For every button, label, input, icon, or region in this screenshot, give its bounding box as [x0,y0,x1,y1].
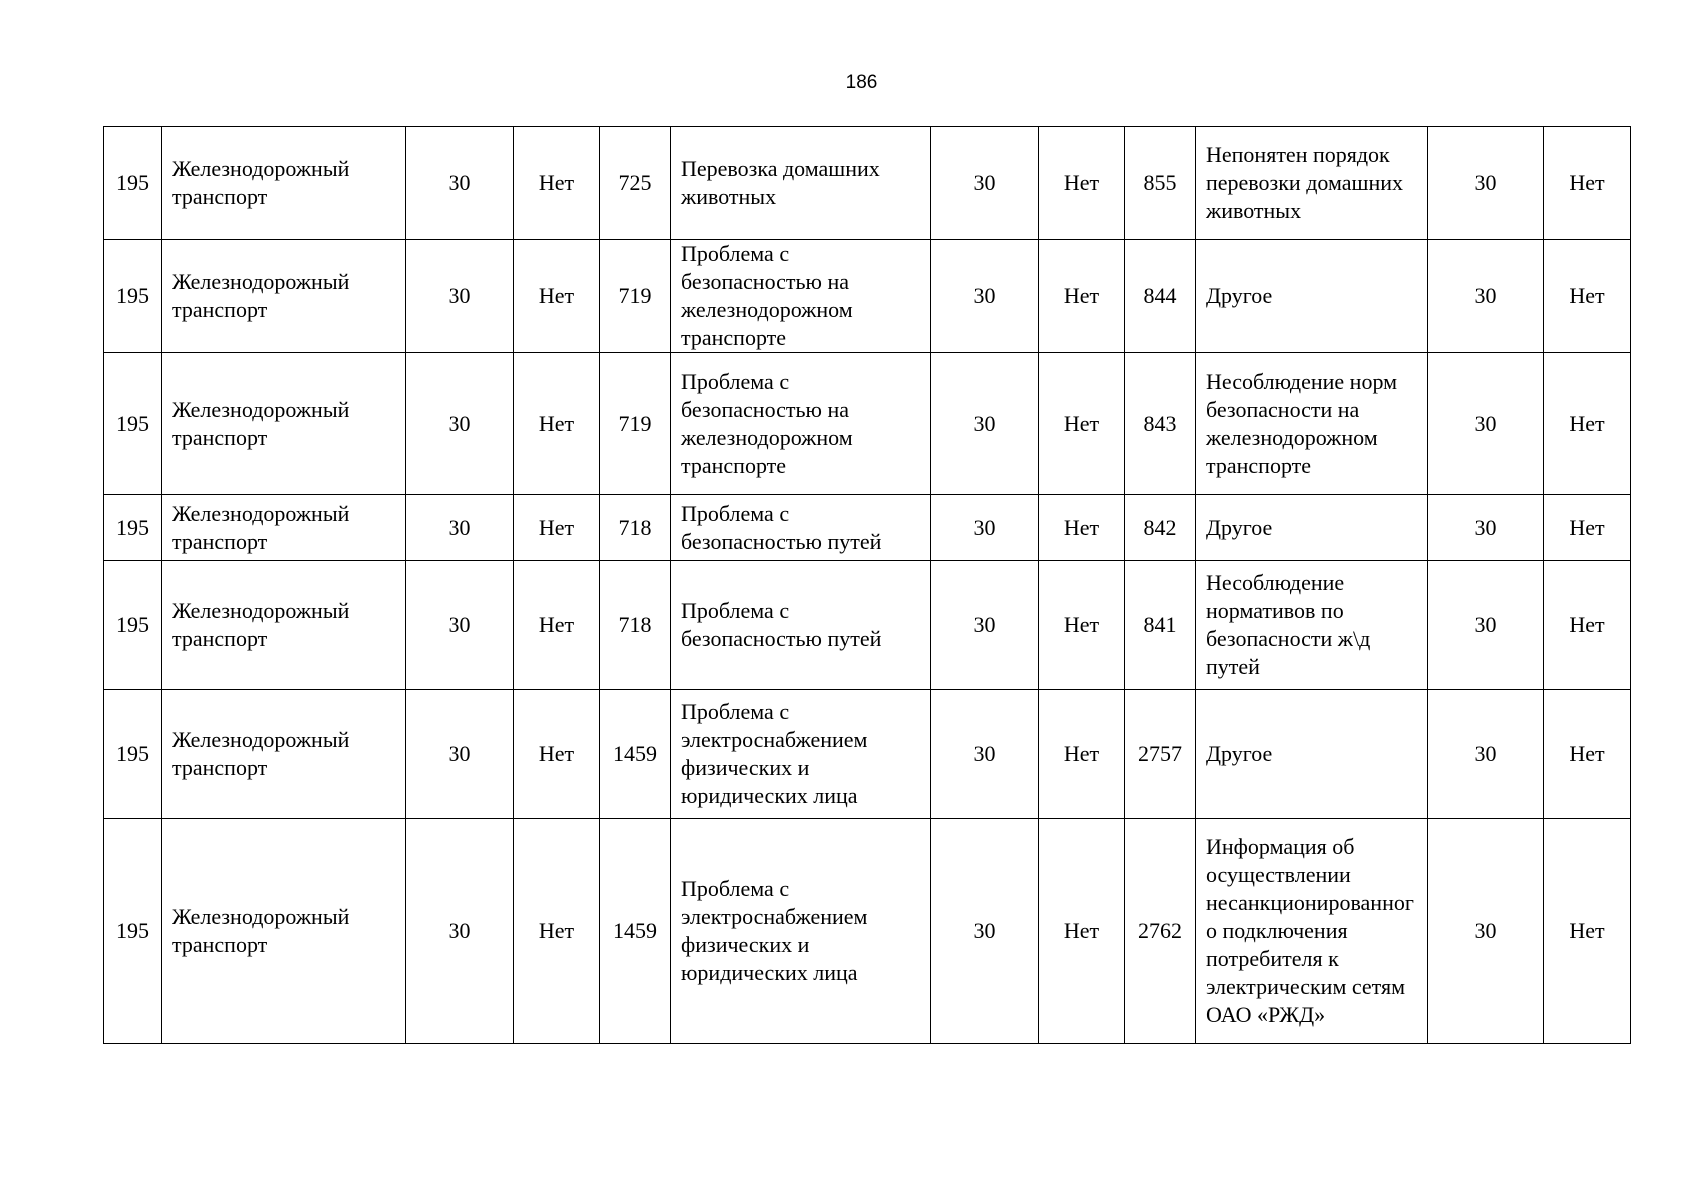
cell-days: 30 [406,690,514,819]
cell-topic-flag: Нет [1039,240,1125,353]
cell-topic-flag: Нет [1039,561,1125,690]
cell-topic-code: 1459 [600,690,671,819]
cell-flag: Нет [514,819,600,1044]
table-row [104,353,1631,495]
cell-subtopic-flag: Нет [1544,495,1631,561]
cell-days: 30 [406,353,514,495]
cell-subtopic-flag: Нет [1544,561,1631,690]
cell-topic-days: 30 [931,495,1039,561]
cell-topic: Проблема с электроснабжением физических и юридических лица [671,690,931,819]
cell-id: 195 [104,690,162,819]
cell-subtopic-days: 30 [1428,353,1544,495]
cell-topic: Проблема с безопасностью путей [671,561,931,690]
cell-subtopic-code: 843 [1125,353,1196,495]
cell-topic-days: 30 [931,690,1039,819]
cell-id: 195 [104,353,162,495]
cell-id: 195 [104,127,162,240]
cell-topic-days: 30 [931,127,1039,240]
cell-subtopic-flag: Нет [1544,819,1631,1044]
cell-subtopic: Несоблюдение нормативов по безопасности ж\д путей [1196,561,1428,690]
cell-subtopic: Другое [1196,690,1428,819]
cell-topic-code: 719 [600,240,671,353]
table-row [104,495,1631,561]
cell-topic-flag: Нет [1039,495,1125,561]
cell-subtopic-code: 841 [1125,561,1196,690]
cell-category: Железнодорожный транспорт [162,353,406,495]
cell-subtopic-flag: Нет [1544,690,1631,819]
cell-category: Железнодорожный транспорт [162,127,406,240]
cell-topic-flag: Нет [1039,127,1125,240]
cell-topic-days: 30 [931,353,1039,495]
cell-subtopic-code: 2757 [1125,690,1196,819]
cell-subtopic-days: 30 [1428,561,1544,690]
cell-flag: Нет [514,127,600,240]
data-table [103,126,1631,1044]
cell-flag: Нет [514,353,600,495]
cell-id: 195 [104,819,162,1044]
cell-id: 195 [104,561,162,690]
cell-subtopic: Другое [1196,495,1428,561]
table-row [104,561,1631,690]
cell-topic-code: 718 [600,561,671,690]
cell-subtopic-code: 855 [1125,127,1196,240]
cell-subtopic-days: 30 [1428,690,1544,819]
cell-topic-code: 725 [600,127,671,240]
table-row [104,240,1631,353]
cell-category: Железнодорожный транспорт [162,240,406,353]
cell-subtopic-flag: Нет [1544,353,1631,495]
cell-category: Железнодорожный транспорт [162,561,406,690]
page-number: 186 [845,72,878,93]
cell-subtopic-flag: Нет [1544,240,1631,353]
cell-days: 30 [406,240,514,353]
cell-subtopic: Несоблюдение норм безопасности на железнодорожном транспорте [1196,353,1428,495]
cell-subtopic-days: 30 [1428,240,1544,353]
cell-topic: Проблема с электроснабжением физических и юридических лица [671,819,931,1044]
cell-subtopic-days: 30 [1428,127,1544,240]
cell-topic-days: 30 [931,819,1039,1044]
cell-topic-code: 718 [600,495,671,561]
cell-category: Железнодорожный транспорт [162,495,406,561]
cell-subtopic-days: 30 [1428,819,1544,1044]
cell-topic-flag: Нет [1039,819,1125,1044]
cell-category: Железнодорожный транспорт [162,819,406,1044]
cell-days: 30 [406,561,514,690]
table-row [104,690,1631,819]
cell-flag: Нет [514,240,600,353]
table-row [104,127,1631,240]
cell-subtopic-code: 842 [1125,495,1196,561]
cell-flag: Нет [514,561,600,690]
cell-flag: Нет [514,495,600,561]
cell-topic-days: 30 [931,240,1039,353]
cell-subtopic-code: 2762 [1125,819,1196,1044]
cell-topic-flag: Нет [1039,690,1125,819]
cell-topic-code: 1459 [600,819,671,1044]
cell-topic-days: 30 [931,561,1039,690]
cell-subtopic-days: 30 [1428,495,1544,561]
table-row [104,819,1631,1044]
cell-subtopic-flag: Нет [1544,127,1631,240]
cell-topic: Проблема с безопасностью путей [671,495,931,561]
cell-subtopic-code: 844 [1125,240,1196,353]
cell-id: 195 [104,240,162,353]
table-body [104,127,1631,1044]
cell-subtopic: Другое [1196,240,1428,353]
cell-topic: Проблема с безопасностью на железнодорожном транспорте [671,240,931,353]
cell-subtopic: Непонятен порядок перевозки домашних животных [1196,127,1428,240]
cell-category: Железнодорожный транспорт [162,690,406,819]
cell-topic-code: 719 [600,353,671,495]
cell-topic-flag: Нет [1039,353,1125,495]
cell-days: 30 [406,495,514,561]
cell-topic: Проблема с безопасностью на железнодорожном транспорте [671,353,931,495]
cell-topic: Перевозка домашних животных [671,127,931,240]
cell-subtopic: Информация об осуществлении несанкционированного подключения потребителя к электрическим сетям ОАО «РЖД» [1196,819,1428,1044]
cell-flag: Нет [514,690,600,819]
cell-days: 30 [406,819,514,1044]
cell-id: 195 [104,495,162,561]
cell-days: 30 [406,127,514,240]
